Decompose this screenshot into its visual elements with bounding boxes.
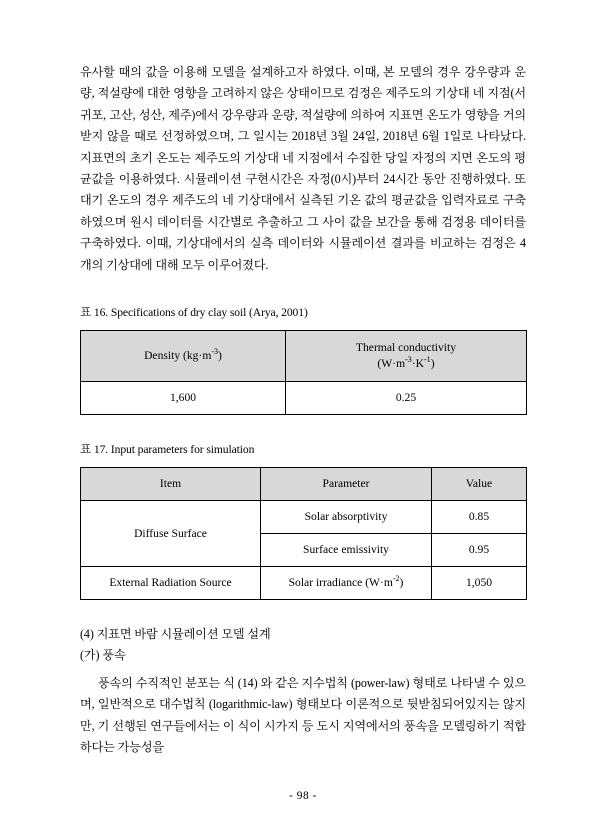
table-17-cell-parameter-solar-irradiance	[261, 567, 432, 600]
table-row-header	[81, 468, 527, 501]
conductivity-paren: )	[430, 357, 435, 371]
density-label: Density (kg·m	[144, 349, 212, 363]
table-16-cell-conductivity-value: 0.25	[286, 382, 527, 415]
table-17-cell-item-external-radiation-source: External Radiation Source	[81, 567, 261, 600]
table-17-cell-parameter-solar-absorptivity: Solar absorptivity	[261, 501, 432, 534]
conductivity-unit-main: (W·m	[377, 357, 406, 371]
density-exponent: -3	[211, 347, 219, 357]
table-17-header-item: Item	[81, 468, 261, 501]
conductivity-unit-mid: ·K	[411, 357, 425, 371]
table-17-header-value: Value	[432, 468, 527, 501]
table-16-header-conductivity	[286, 331, 527, 382]
table-17-cell-value-surface-emissivity: 0.95	[432, 534, 527, 567]
conductivity-line1: Thermal conductivity	[355, 341, 457, 355]
table-17	[80, 467, 527, 600]
table-row	[81, 382, 527, 415]
table-17-caption: 표 17. Input parameters for simulation	[80, 443, 255, 457]
page-number: - 98 -	[289, 790, 317, 802]
section-heading-wind-speed: (가) 풍속	[80, 648, 126, 663]
conductivity-exp2: -1	[424, 355, 431, 365]
table-16-caption: 표 16. Specifications of dry clay soil (Arya, 2001)	[80, 306, 308, 320]
section-heading-wind-model: (4) 지표면 바람 시뮬레이션 모델 설계	[80, 627, 271, 642]
solar-irradiance-paren: )	[399, 576, 404, 590]
table-17-cell-value-solar-absorptivity: 0.85	[432, 501, 527, 534]
table-17-cell-item-diffuse-surface: Diffuse Surface	[81, 501, 261, 567]
paragraph-wind-speed: 풍속의 수직적인 분포는 식 (14) 와 같은 지수법칙 (power-law) 형태로 나타낼 수 있으며, 일반적으로 대수법칙 (logarithmic-law) 형태보다 이론적으로 뒷받침되어있지는 않지만, 기 선행된 연구들에서는 이 식이 시가지 등 도시 지역에서의 풍속을 모델링하기 적합하다는 가능성을	[80, 675, 526, 755]
table-16-header-density	[81, 331, 286, 382]
conductivity-exp1: -3	[405, 355, 412, 365]
table-row	[81, 567, 527, 600]
table-row-header	[81, 331, 527, 382]
solar-irradiance-exponent: -2	[392, 574, 400, 584]
table-17-cell-value-solar-irradiance: 1,050	[432, 567, 527, 600]
table-16	[80, 330, 527, 415]
density-paren: )	[218, 349, 222, 363]
spacer	[80, 600, 526, 624]
conductivity-line2	[290, 356, 522, 372]
table-row	[81, 501, 527, 534]
solar-irradiance-label: Solar irradiance (W·m	[288, 576, 393, 590]
table-17-header-parameter: Parameter	[261, 468, 432, 501]
table-16-cell-density-value: 1,600	[81, 382, 286, 415]
table-17-cell-parameter-surface-emissivity: Surface emissivity	[261, 534, 432, 567]
paragraph-intro: 유사할 때의 값을 이용해 모델을 설계하고자 하였다. 이때, 본 모델의 경우 강우량과 운량, 적설량에 대한 영향을 고려하지 않은 상태이므로 검정은 제주도의 기상대 네 지점(서귀포, 고산, 성산, 제주)에서 강우량과 운량, 적설량에 의하여 지표면 온도가 영향을 거의 받지 않을 때로 선정하였으며, 그 일시는 2018년 3월 24일, 2018년 6월 1일로 나타났다. 지표면의 초기 온도는 제주도의 기상대 네 지점에서 수집한 당일 자정의 지면 온도의 평균값을 이용하였다. 시뮬레이션 구현시간은 자정(0시)부터 24시간 동안 진행하였다. 또 대기 온도의 경우 제주도의 네 기상대에서 실측된 기온 값의 평균값을 입력자료로 구축하였으며 원시 데이터를 시간별로 추출하고 그 사이 값을 보간을 통해 검정용 데이터를 구축하였다. 이때, 기상대에서의 실측 데이터와 시뮬레이션 결과를 비교하는 검정은 4 개의 기상대에 대해 모두 이루어졌다.	[80, 65, 526, 272]
